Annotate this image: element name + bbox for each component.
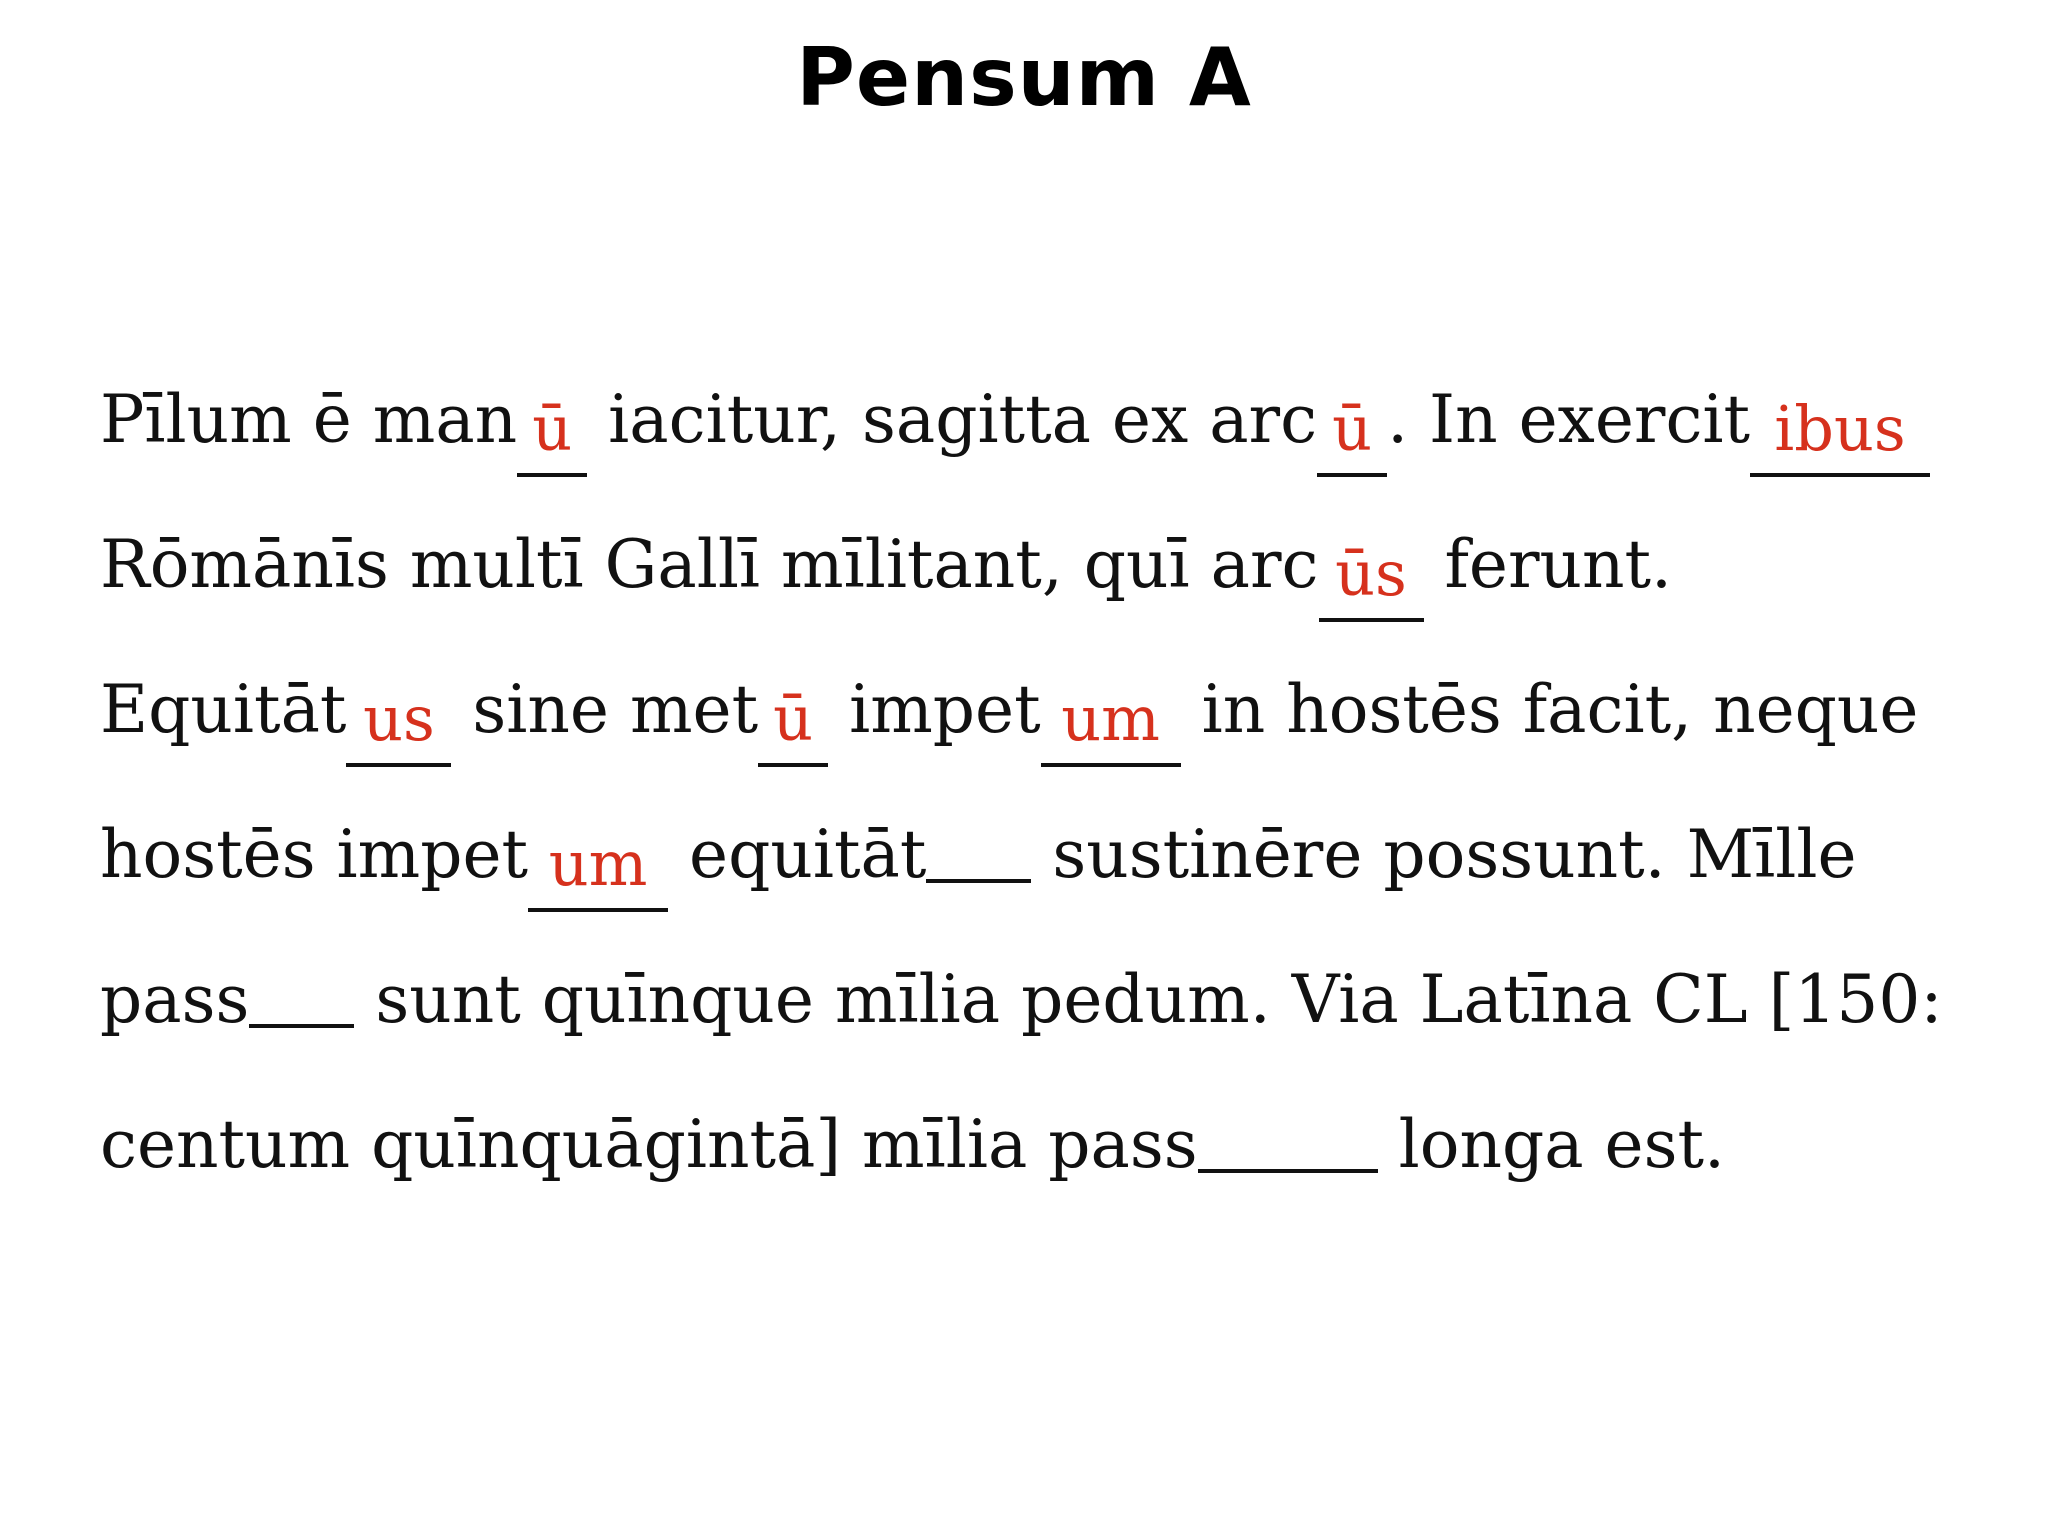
blank-underline [528, 908, 668, 912]
text-segment: . In exercit [1387, 381, 1751, 458]
blank-underline [346, 763, 451, 767]
text-segment: in hostēs facit, neque [1180, 671, 1919, 748]
text-segment: ferunt. [1423, 526, 1673, 603]
passage-line-3 [100, 660, 1980, 805]
slide-title: Pensum A [796, 31, 1252, 124]
blank-underline [1317, 473, 1387, 477]
text-segment: equitāt [668, 816, 927, 893]
answer-text: um [1061, 682, 1160, 755]
text-segment: iacitur, sagitta ex arc [587, 381, 1318, 458]
answer-text: us [363, 682, 435, 755]
text-segment: sustinēre possunt. Mīlle [1031, 816, 1857, 893]
blank-underline [1319, 618, 1424, 622]
passage-line-4 [100, 805, 1980, 950]
passage-line-6 [100, 1095, 1980, 1240]
answer-text: ibus [1774, 392, 1906, 465]
fill-blank[interactable] [758, 660, 828, 761]
fill-blank[interactable] [1319, 515, 1424, 616]
blank-underline [758, 763, 828, 767]
passage-line-5 [100, 950, 1980, 1095]
text-segment: impet [828, 671, 1041, 748]
answer-text: ūs [1335, 537, 1407, 610]
blank-underline [926, 879, 1031, 883]
fill-blank[interactable] [517, 370, 587, 471]
answer-text: ū [773, 682, 814, 755]
fill-blank[interactable] [346, 660, 451, 761]
blank-underline [249, 1024, 354, 1028]
text-segment: sine met [451, 671, 759, 748]
passage-line-2 [100, 515, 1980, 660]
blank-underline [1750, 473, 1930, 477]
text-segment: pass [100, 961, 250, 1038]
text-segment: Rōmānīs multī Gallī mīlitant, quī arc [100, 526, 1319, 603]
text-segment: longa est. [1377, 1106, 1725, 1183]
text-segment: hostēs impet [100, 816, 529, 893]
exercise-passage [100, 370, 1980, 1240]
fill-blank[interactable] [528, 805, 668, 906]
text-segment: Equitāt [100, 671, 347, 748]
blank-underline [1198, 1169, 1378, 1173]
fill-blank[interactable] [1041, 660, 1181, 761]
fill-blank[interactable] [1750, 370, 1930, 471]
text-segment: centum quīnquāgintā] mīlia pass [100, 1106, 1198, 1183]
text-segment: Pīlum ē man [100, 381, 518, 458]
text-segment: sunt quīnque mīlia pedum. Via Latīna CL [150: [354, 961, 1943, 1038]
blank-underline [1041, 763, 1181, 767]
fill-blank[interactable] [1317, 370, 1387, 471]
answer-text: ū [532, 392, 573, 465]
blank-underline [517, 473, 587, 477]
answer-text: um [548, 827, 648, 900]
passage-line-1 [100, 370, 1980, 515]
answer-text: ū [1332, 392, 1373, 465]
